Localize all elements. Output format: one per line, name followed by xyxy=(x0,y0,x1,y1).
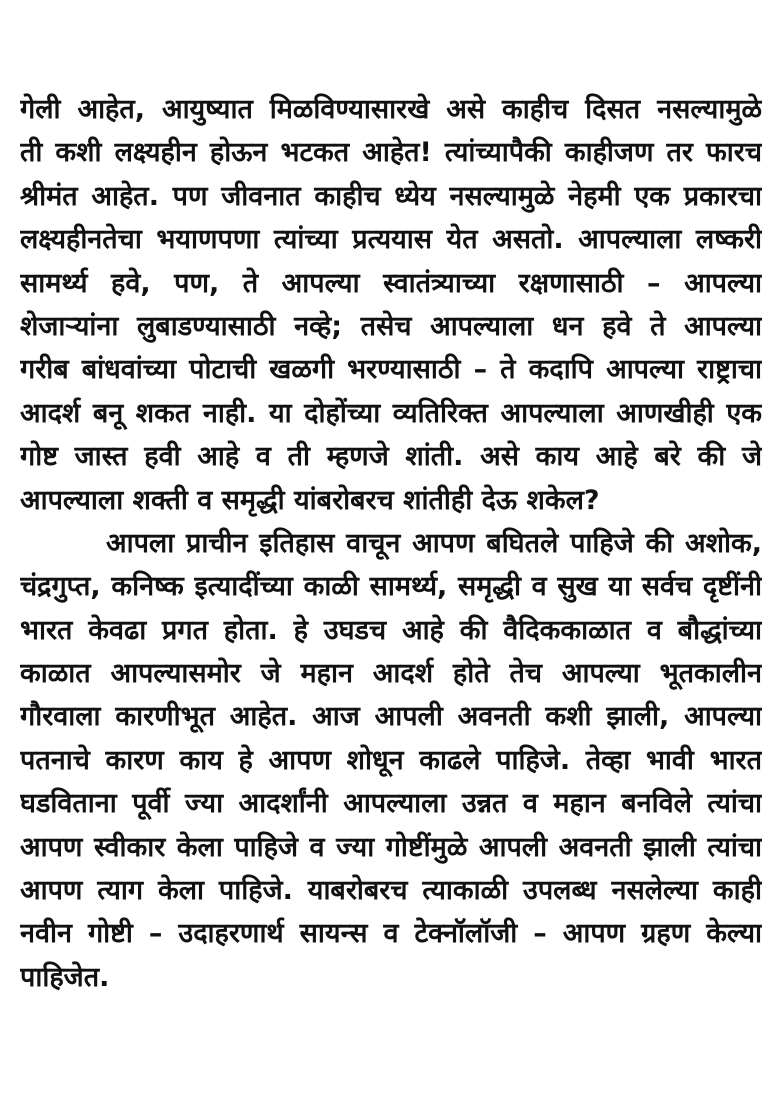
text-line: पतनाचे कारण काय हे आपण शोधून काढले पाहिजे. तेव्हा भावी भारत xyxy=(20,744,762,776)
text-line: आपला प्राचीन इतिहास वाचून आपण बघितले पाहिजे की अशोक, xyxy=(106,527,762,559)
text-line: घडविताना पूर्वी ज्या आदर्शांनी आपल्याला उन्नत व महान बनविले त्यांचा xyxy=(20,788,762,820)
text-line: आपण स्वीकार केला पाहिजे व ज्या गोष्टींमुळे आपली अवनती झाली त्यांचा xyxy=(20,831,762,863)
text-line: आदर्श बनू शकत नाही. या दोहोंच्या व्यतिरिक्त आपल्याला आणखीही एक xyxy=(20,397,762,429)
text-line: भारत केवढा प्रगत होता. हे उघडच आहे की वैदिककाळात व बौद्धांच्या xyxy=(20,614,762,646)
text-line: चंद्रगुप्त, कनिष्क इत्यादींच्या काळी सामर्थ्य, समृद्धी व सुख या सर्वच दृष्टींनी xyxy=(20,571,762,603)
text-line: लक्ष्यहीनतेचा भयाणपणा त्यांच्या प्रत्ययास येत असतो. आपल्याला लष्करी xyxy=(20,224,762,256)
text-line: काळात आपल्यासमोर जे महान आदर्श होते तेच आपल्या भूतकालीन xyxy=(20,658,762,690)
paragraph xyxy=(20,88,762,522)
text-line: पाहिजेत. xyxy=(20,961,110,993)
text-line: आपल्याला शक्ती व समृद्धी यांबरोबरच शांतीही देऊ शकेल? xyxy=(20,484,600,516)
document-page xyxy=(20,88,762,999)
text-line: श्रीमंत आहेत. पण जीवनात काहीच ध्येय नसल्यामुळे नेहमी एक प्रकारचा xyxy=(20,180,762,212)
text-line: ती कशी लक्ष्यहीन होऊन भटकत आहेत! त्यांच्यापैकी काहीजण तर फारच xyxy=(20,137,762,169)
text-line: गोष्ट जास्त हवी आहे व ती म्हणजे शांती. असे काय आहे बरे की जे xyxy=(20,441,762,473)
text-line: गेली आहेत, आयुष्यात मिळविण्यासारखे असे काहीच दिसत नसल्यामुळे xyxy=(20,94,762,125)
text-line: गौरवाला कारणीभूत आहेत. आज आपली अवनती कशी झाली, आपल्या xyxy=(20,701,762,733)
text-line: सामर्थ्य हवे, पण, ते आपल्या स्वातंत्र्याच्या रक्षणासाठी – आपल्या xyxy=(20,267,762,299)
text-line: आपण त्याग केला पाहिजे. याबरोबरच त्याकाळी उपलब्ध नसलेल्या काही xyxy=(20,875,762,907)
text-line: शेजाऱ्यांना लुबाडण्यासाठी नव्हे; तसेच आपल्याला धन हवे ते आपल्या xyxy=(20,310,762,342)
paragraph xyxy=(20,522,762,999)
text-line: गरीब बांधवांच्या पोटाची खळगी भरण्यासाठी – ते कदापि आपल्या राष्ट्राचा xyxy=(20,354,762,386)
text-line: नवीन गोष्टी – उदाहरणार्थ सायन्स व टेक्नॉलॉजी – आपण ग्रहण केल्या xyxy=(20,918,762,950)
